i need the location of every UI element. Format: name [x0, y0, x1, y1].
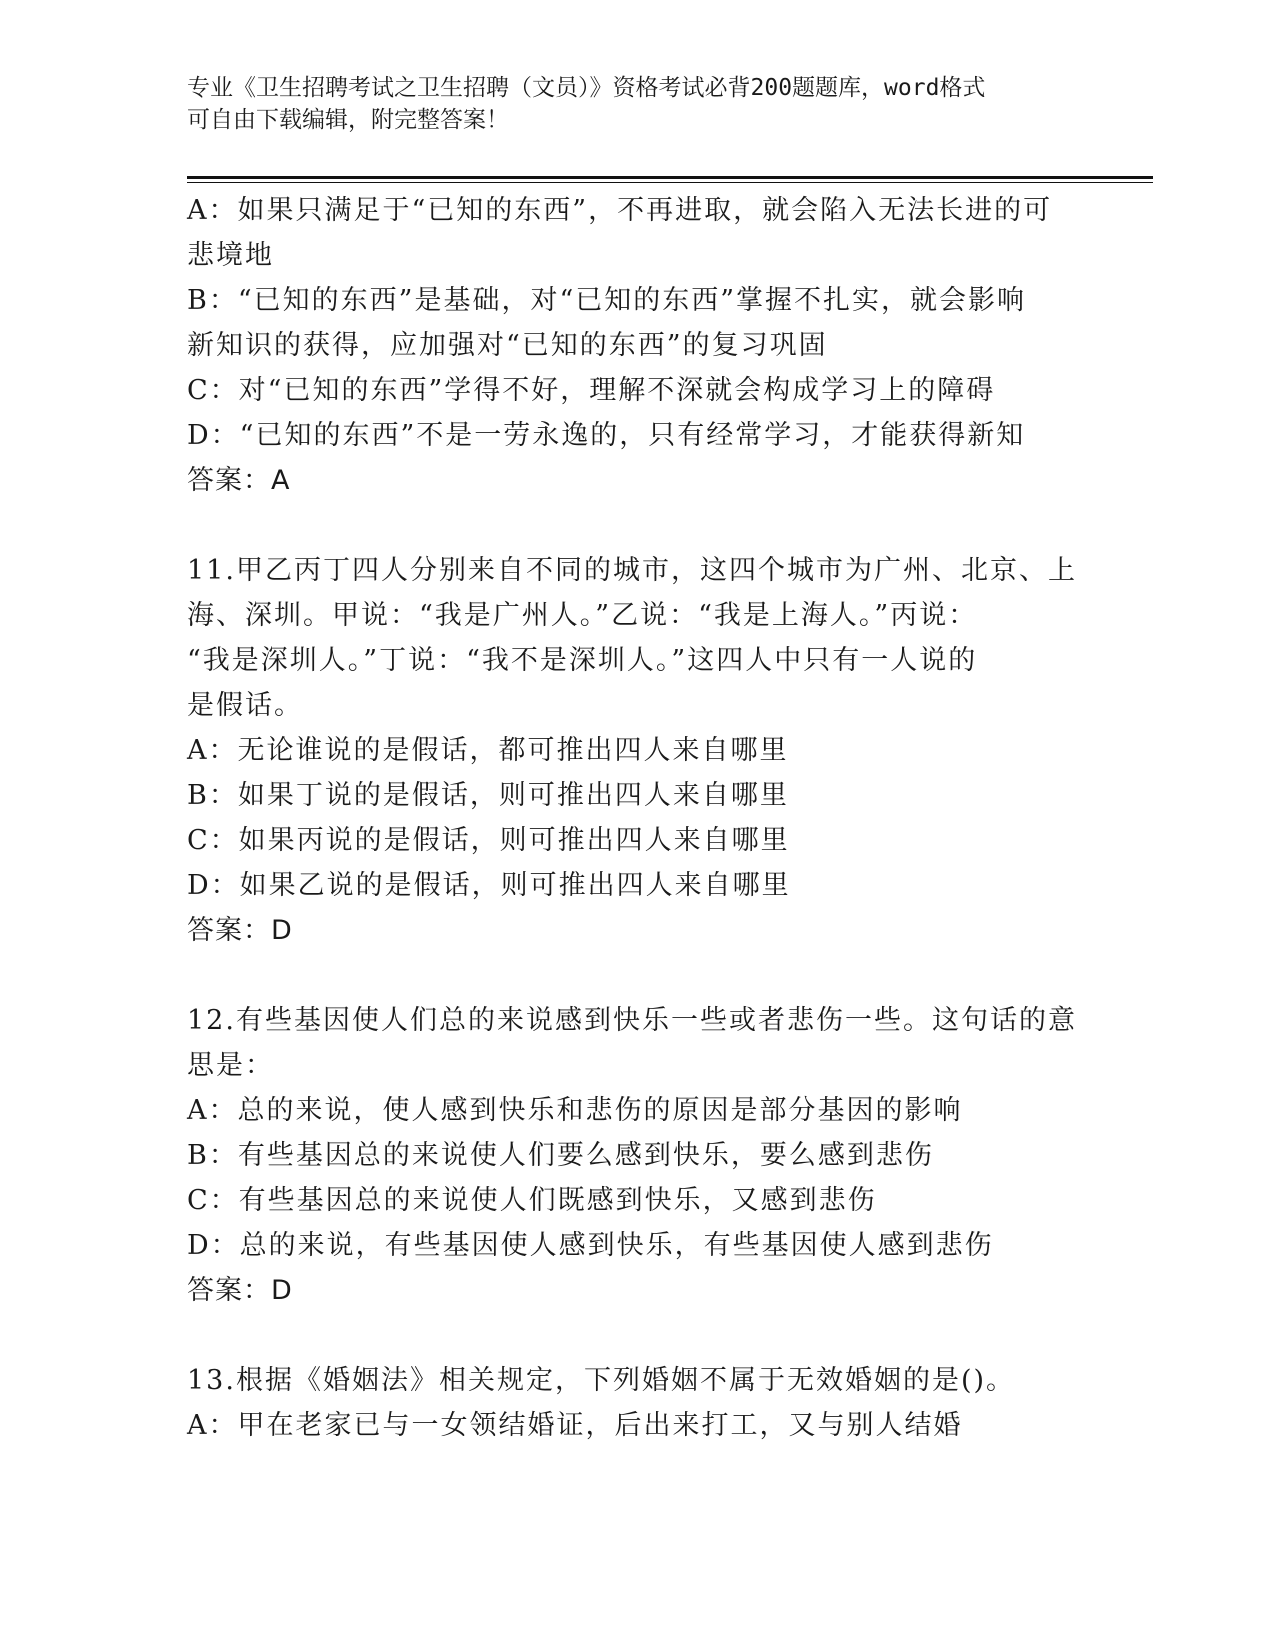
option-a-line-1: A：如果只满足于“已知的东西”，不再进取，就会陷入无法长进的可: [187, 195, 1053, 226]
header-divider-thin: [187, 182, 1153, 183]
question-11: [187, 548, 1087, 953]
question-stem-line-2: 海、深圳。甲说：“我是广州人。”乙说：“我是上海人。”丙说：: [187, 600, 978, 631]
question-12: [187, 998, 1087, 1313]
option-a-line-2: 悲境地: [187, 240, 274, 271]
answer-line: 答案：D: [187, 1275, 293, 1306]
option-c: C：对“已知的东西”学得不好，理解不深就会构成学习上的障碍: [187, 375, 996, 406]
spacer: [187, 1313, 1087, 1358]
option-a: A：总的来说，使人感到快乐和悲伤的原因是部分基因的影响: [187, 1095, 963, 1126]
option-c: C：如果丙说的是假话，则可推出四人来自哪里: [187, 825, 790, 856]
question-stem-line-1: 12.有些基因使人们总的来说感到快乐一些或者悲伤一些。这句话的意: [187, 1005, 1077, 1036]
header-line-2: 可自由下载编辑，附完整答案！: [187, 107, 509, 133]
option-b: B：有些基因总的来说使人们要么感到快乐，要么感到悲伤: [187, 1140, 934, 1171]
answer-line: 答案：A: [187, 465, 291, 496]
answer-line: 答案：D: [187, 915, 293, 946]
option-a: A：无论谁说的是假话，都可推出四人来自哪里: [187, 735, 789, 766]
spacer: [187, 503, 1087, 548]
option-d: D：“已知的东西”不是一劳永逸的，只有经常学习，才能获得新知: [187, 420, 1026, 451]
question-stem-line-1: 13.根据《婚姻法》相关规定，下列婚姻不属于无效婚姻的是()。: [187, 1365, 1016, 1396]
header-divider-thick: [187, 176, 1153, 179]
question-stem-line-4: 是假话。: [187, 690, 303, 721]
option-c: C：有些基因总的来说使人们既感到快乐，又感到悲伤: [187, 1185, 877, 1216]
spacer: [187, 953, 1087, 998]
question-13: [187, 1358, 1087, 1448]
question-10-options: [187, 188, 1087, 503]
option-b: B：如果丁说的是假话，则可推出四人来自哪里: [187, 780, 789, 811]
document-header: [187, 72, 1087, 136]
header-line-1: 专业《卫生招聘考试之卫生招聘（文员）》资格考试必背200题题库，word格式: [187, 75, 986, 101]
option-a: A：甲在老家已与一女领结婚证，后出来打工，又与别人结婚: [187, 1410, 963, 1441]
option-d: D：如果乙说的是假话，则可推出四人来自哪里: [187, 870, 791, 901]
question-stem-line-2: 思是：: [187, 1050, 274, 1081]
question-content: [187, 188, 1087, 1448]
question-stem-line-1: 11.甲乙丙丁四人分别来自不同的城市，这四个城市为广州、北京、上: [187, 555, 1077, 586]
question-stem-line-3: “我是深圳人。”丁说：“我不是深圳人。”这四人中只有一人说的: [187, 645, 978, 676]
option-b-line-2: 新知识的获得，应加强对“已知的东西”的复习巩固: [187, 330, 828, 361]
option-b-line-1: B：“已知的东西”是基础，对“已知的东西”掌握不扎实，就会影响: [187, 285, 1027, 316]
option-d: D：总的来说，有些基因使人感到快乐，有些基因使人感到悲伤: [187, 1230, 994, 1261]
